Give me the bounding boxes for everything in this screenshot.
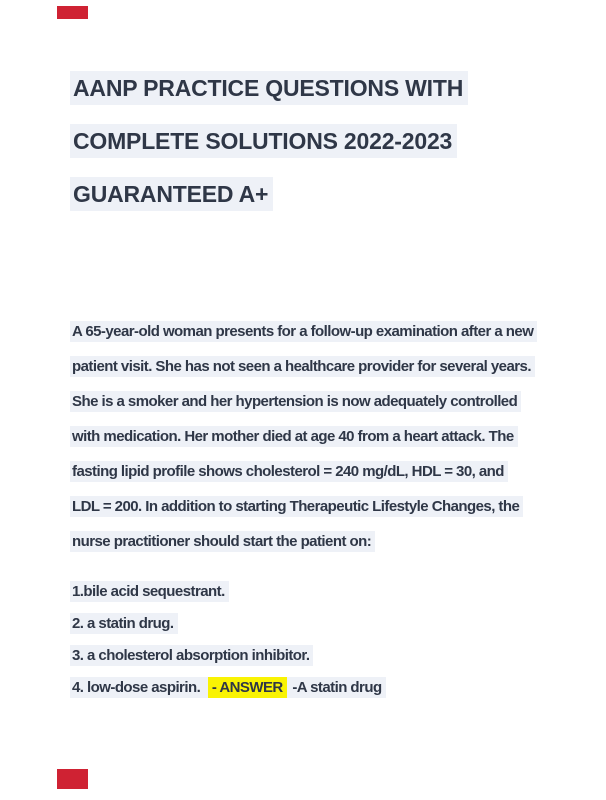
document-title-text: GUARANTEED A+ [70,177,273,211]
question-line-text: A 65-year-old woman presents for a follow-up examination after a new [70,321,537,342]
question-line [70,489,580,524]
document-title-line [70,62,570,115]
answer-option-text: 2. a statin drug. [70,613,178,634]
answer-option-4 [70,672,580,704]
red-watermark-top [57,6,88,19]
question-line [70,454,580,489]
document-title-text: COMPLETE SOLUTIONS 2022-2023 [70,124,457,158]
question-line [70,524,580,559]
answer-option-text: 1.bile acid sequestrant. [70,581,229,602]
question-line [70,419,580,454]
answer-option-1 [70,576,580,608]
question-line-text: LDL = 200. In addition to starting Therapeutic Lifestyle Changes, the [70,496,523,517]
question-line [70,349,580,384]
question-line [70,314,580,349]
answer-option-text: 3. a cholesterol absorption inhibitor. [70,645,313,666]
question-line-text: with medication. Her mother died at age 40 from a heart attack. The [70,426,518,447]
question-paragraph [70,314,580,559]
answer-option-text: 4. low-dose aspirin. [70,677,208,698]
document-title [70,62,570,221]
answer-highlight: - ANSWER [208,677,287,698]
question-line [70,384,580,419]
question-line-text: fasting lipid profile shows cholesterol = 240 mg/dL, HDL = 30, and [70,461,508,482]
answer-option-3 [70,640,580,672]
document-title-text: AANP PRACTICE QUESTIONS WITH [70,71,468,105]
answer-option-2 [70,608,580,640]
answer-options [70,576,580,704]
correct-answer-text: -A statin drug [287,677,386,698]
question-line-text: nurse practitioner should start the patient on: [70,531,375,552]
document-title-line [70,168,570,221]
document-title-line [70,115,570,168]
question-line-text: patient visit. She has not seen a healthcare provider for several years. [70,356,535,377]
question-line-text: She is a smoker and her hypertension is now adequately controlled [70,391,521,412]
red-watermark-bottom [57,769,88,789]
